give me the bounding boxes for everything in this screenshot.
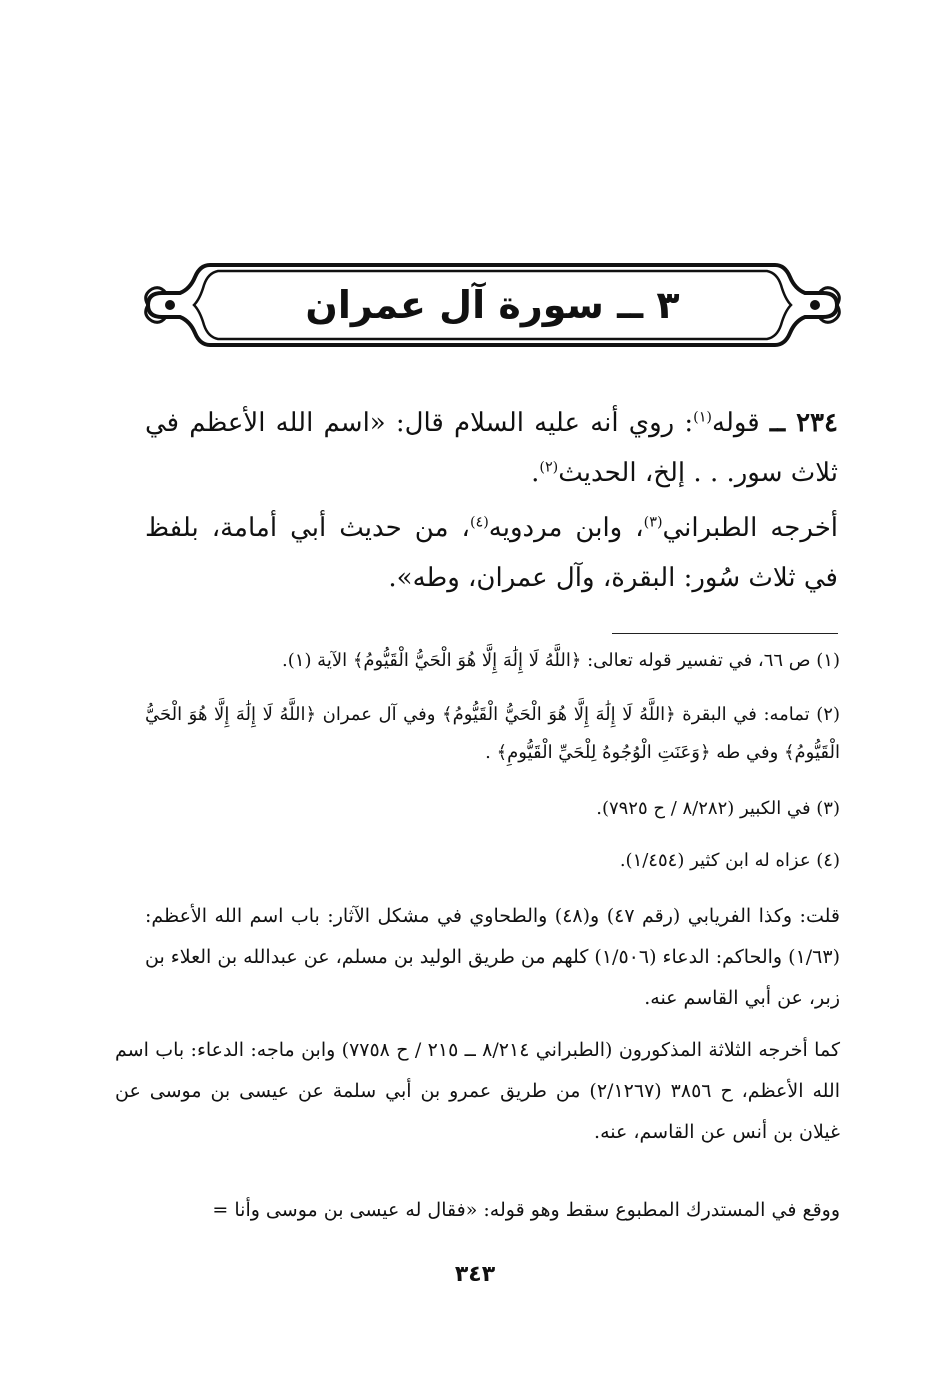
footnote-4: (٤) عزاه له ابن كثير (١/٤٥٤). — [619, 850, 840, 871]
entry-text-body: : روي أنه عليه السلام قال: «اسم الله الأعظم في ثلاث سور. . . إلخ، الحديث — [145, 408, 838, 488]
commentary-paragraph-3: ووقع في المستدرك المطبوع سقط وهو قوله: «فقال له عيسى بن موسى وأنا = — [212, 1199, 840, 1221]
footnote-3: (٣) في الكبير (٨/٢٨٢ / ح ٧٩٢٥). — [596, 798, 840, 819]
takhrij-text-a: أخرجه الطبراني — [662, 513, 839, 543]
footnote-ref-1: (١) — [693, 409, 712, 426]
takhrij-text-c: ، من حديث أبي أمامة، بلفظ في ثلاث سُور: البقرة، وآل عمران، وطه». — [145, 513, 838, 593]
entry-text-lead: قوله — [712, 408, 770, 438]
page-number: ٣٤٣ — [454, 1262, 496, 1287]
entry-number: ٢٣٤ ــ — [769, 408, 838, 438]
footnote-1: (١) ص ٦٦، في تفسير قوله تعالى: ﴿اللَّهُ لَا إِلَٰهَ إِلَّا هُوَ الْحَيُّ الْقَيُّومُ﴾ الآية (١). — [282, 650, 840, 671]
footnote-ref-2: (٢) — [539, 459, 559, 476]
footnote-2: (٢) تمامه: في البقرة ﴿اللَّهُ لَا إِلَٰهَ إِلَّا هُوَ الْحَيُّ الْقَيُّومُ﴾ وفي آل عمران ﴿اللَّهُ لَا إِلَٰهَ إِلَّا هُوَ الْحَيُّ الْقَيُّومُ﴾ وفي طه ﴿وَعَنَتِ الْوُجُوهُ لِلْحَيِّ الْقَيُّومِ﴾ . — [145, 704, 840, 763]
footnote-divider — [612, 633, 838, 634]
chapter-title: ٣ ــ سورة آل عمران — [305, 283, 680, 327]
commentary-paragraph-1: قلت: وكذا الفريابي (رقم ٤٧) و(٤٨) والطحاوي في مشكل الآثار: باب اسم الله الأعظم: (١/٦٣) والحاكم: الدعاء (١/٥٠٦) كلهم من طريق الوليد بن مسلم، عن عبدالله بن العلاء بن زبر، عن أبي القاسم عنه. — [145, 905, 841, 1009]
takhrij-paragraph — [145, 503, 838, 603]
footnote-ref-3: (٣) — [643, 514, 663, 531]
commentary-paragraph-2: كما أخرجه الثلاثة المذكورون (الطبراني ٨/٢١٤ ــ ٢١٥ / ح ٧٧٥٨) وابن ماجه: الدعاء: باب اسم الله الأعظم، ح ٣٨٥٦ (٢/١٢٦٧) من طريق عمرو بن أبي سلمة عن عيسى بن موسى عن غيلان بن أنس عن القاسم، عنه. — [115, 1039, 840, 1143]
footnote-ref-4: (٤) — [469, 514, 489, 531]
takhrij-text-b: ، وابن مردويه — [488, 513, 644, 543]
entry-paragraph — [145, 398, 838, 498]
entry-text-end: . — [531, 458, 540, 488]
chapter-title-banner — [140, 255, 845, 355]
